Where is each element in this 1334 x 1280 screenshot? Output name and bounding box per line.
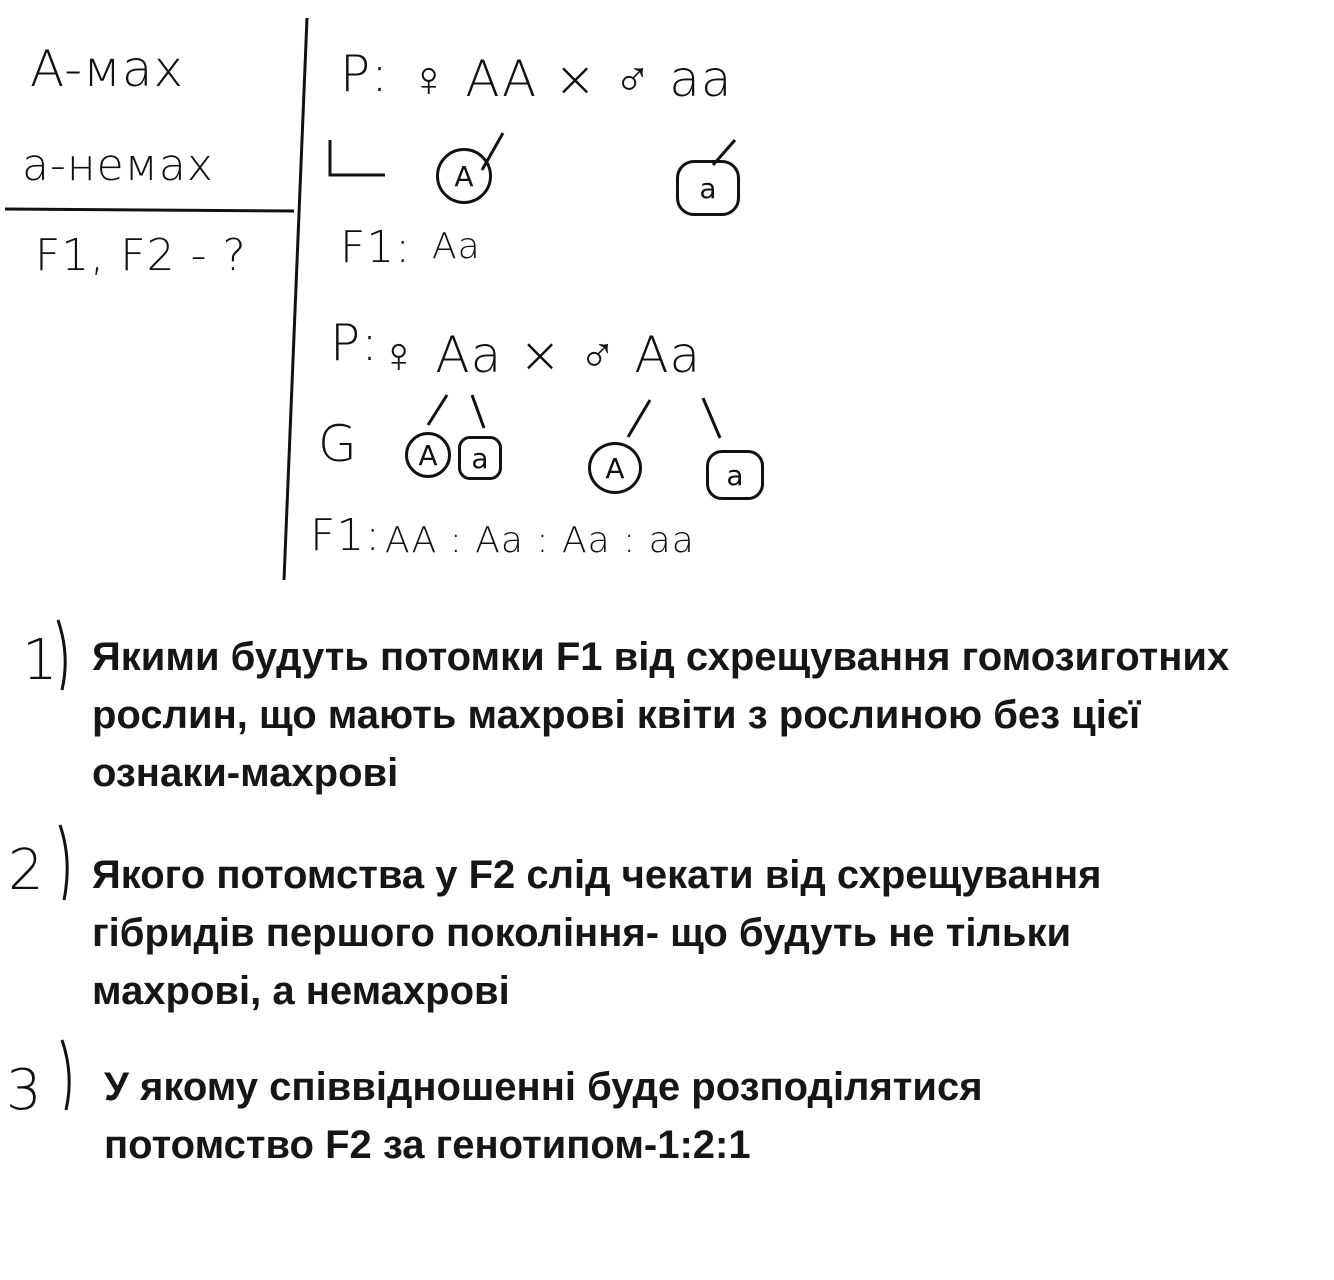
cross1-parents: ♀ AA × ♂ aa xyxy=(410,50,733,108)
question-line: Якими будуть потомки F1 від схрещування гомозиготних xyxy=(92,635,1230,679)
cross2-f-label: F1: xyxy=(310,510,382,561)
question-line: потомство F2 за генотипом-1:2:1 xyxy=(104,1123,751,1167)
gamete-line xyxy=(703,398,720,438)
gamete-line xyxy=(628,400,650,437)
question-2 xyxy=(92,846,1102,1020)
bracket-1 xyxy=(58,620,65,690)
cross2-result: AA : Aa : Aa : aa xyxy=(385,520,695,561)
question-1 xyxy=(92,628,1229,802)
gamete-line xyxy=(472,395,484,428)
gamete-allele: A xyxy=(418,438,438,472)
question-line: рослин, що мають махрові квіти з рослиною без цієї xyxy=(92,693,1141,737)
gamete-allele: a xyxy=(471,441,489,475)
question-line: махрові, а немахрові xyxy=(92,969,510,1013)
gamete-allele: A xyxy=(454,159,474,193)
bracket-3 xyxy=(62,1040,69,1110)
gamete-circle xyxy=(405,432,451,478)
question-line: гібридів першого покоління- що будуть не тільки xyxy=(92,911,1072,955)
given-find: F1, F2 - ? xyxy=(35,230,247,281)
question-3 xyxy=(104,1058,983,1174)
question-number-3: 3 xyxy=(6,1058,42,1123)
cross1-parents-label: P: xyxy=(340,45,389,103)
question-line: ознаки-махрові xyxy=(92,751,399,795)
gamete-circle xyxy=(706,450,764,500)
gamete-circle xyxy=(676,160,740,216)
given-recessive: a-немах xyxy=(22,140,214,191)
horizontal-divider xyxy=(5,209,294,211)
given-dominant: A-мах xyxy=(30,40,185,98)
bracket-2 xyxy=(60,825,67,900)
cross2-parents: ♀ Aa × ♂ Aa xyxy=(380,326,702,384)
question-number-1: 1 xyxy=(22,628,58,693)
gamete-allele: A xyxy=(605,451,625,485)
question-number-2: 2 xyxy=(8,838,44,903)
question-line: Якого потомства у F2 слід чекати від схрещування xyxy=(92,853,1102,897)
question-line: У якому співвідношенні буде розподілятися xyxy=(104,1065,983,1109)
gamete-circle xyxy=(588,442,642,494)
gamete-circle xyxy=(458,436,502,480)
gamete-allele: a xyxy=(699,171,717,205)
gamete-allele: a xyxy=(726,458,744,492)
cross2-gametes-label: G xyxy=(318,415,358,473)
cross2-parents-label: P: xyxy=(330,314,379,372)
vertical-divider xyxy=(284,18,307,580)
gamete-arrow xyxy=(330,140,385,175)
cross1-f1-label: F1: xyxy=(340,222,412,273)
gamete-line xyxy=(428,395,447,425)
gamete-circle xyxy=(436,148,492,204)
cross1-f1: Aa xyxy=(432,226,481,267)
